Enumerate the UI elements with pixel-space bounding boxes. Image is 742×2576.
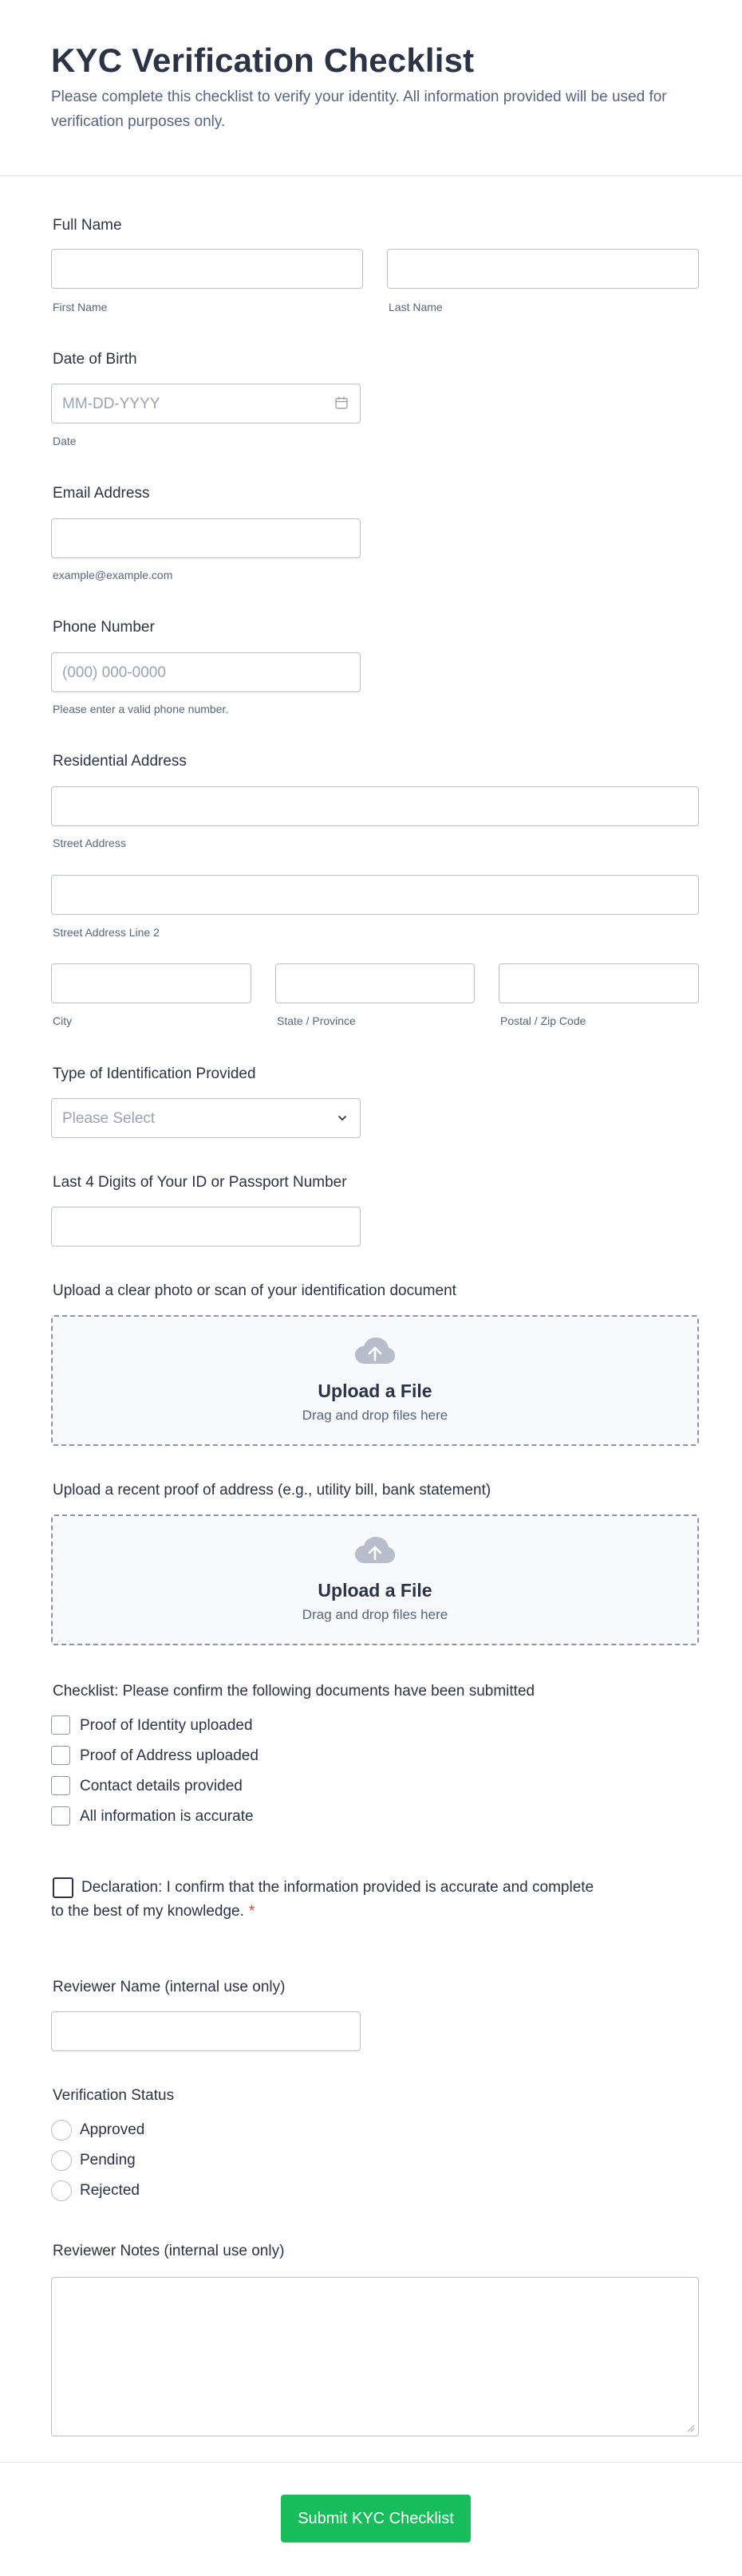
phone-input[interactable] [51,652,361,692]
dob-placeholder: MM-DD-YYYY [62,396,160,412]
street-address-line2-sublabel: Street Address Line 2 [53,926,160,939]
city-input[interactable] [51,963,251,1003]
dob-label: Date of Birth [53,351,137,368]
upload-id-dropzone[interactable] [51,1315,699,1446]
id-type-label: Type of Identification Provided [53,1065,256,1082]
street-address-sublabel: Street Address [53,837,126,849]
full-name-label: Full Name [53,217,122,234]
street-address-line2-input[interactable] [51,875,699,915]
cloud-upload-icon [354,1336,396,1366]
checklist-item-label: Contact details provided [80,1778,243,1794]
state-input[interactable] [275,963,475,1003]
page-subtitle: Please complete this checklist to verify your identity. All information provided will be used for verification purposes only. [51,89,667,130]
zip-sublabel: Postal / Zip Code [500,1014,586,1027]
cloud-upload-icon [354,1535,396,1566]
status-option-label: Approved [80,2121,145,2138]
email-label: Email Address [53,485,150,502]
checklist-checkbox-identity[interactable] [51,1715,70,1735]
zip-input[interactable] [499,963,699,1003]
reviewer-notes-textarea[interactable] [51,2277,699,2436]
calendar-icon[interactable] [334,396,349,410]
id-type-placeholder: Please Select [62,1110,156,1127]
status-radio-pending[interactable] [51,2150,72,2171]
checklist-item-label: All information is accurate [80,1808,254,1825]
first-name-input[interactable] [51,249,363,289]
page-title: KYC Verification Checklist [51,41,475,79]
status-radio-approved[interactable] [51,2120,72,2141]
address-label: Residential Address [53,753,187,770]
checklist-checkbox-accurate[interactable] [51,1806,70,1826]
upload-id-subtitle: Drag and drop files here [302,1408,448,1423]
form-header [0,0,742,176]
required-mark: * [248,1903,255,1920]
chevron-down-icon [334,1110,350,1126]
phone-placeholder: (000) 000-0000 [62,664,166,681]
submit-button[interactable]: Submit KYC Checklist [281,2495,471,2543]
phone-sublabel: Please enter a valid phone number. [53,703,229,715]
id-number-input[interactable] [51,1207,361,1247]
upload-address-label: Upload a recent proof of address (e.g., utility bill, bank statement) [53,1482,491,1499]
upload-address-dropzone[interactable] [51,1514,699,1645]
upload-address-subtitle: Drag and drop files here [302,1607,448,1622]
email-sublabel: example@example.com [53,569,173,581]
checklist-item-label: Proof of Identity uploaded [80,1717,253,1734]
last-name-sublabel: Last Name [389,301,443,313]
status-option-label: Rejected [80,2182,140,2199]
checklist-checkbox-address[interactable] [51,1746,70,1765]
upload-id-title: Upload a File [318,1381,432,1401]
status-radio-rejected[interactable] [51,2180,72,2201]
email-input[interactable] [51,518,361,558]
upload-address-title: Upload a File [318,1580,432,1601]
reviewer-name-input[interactable] [51,2011,361,2051]
declaration-text: Declaration: I confirm that the information provided is accurate and complete to the best of my knowledge. [51,1879,594,1920]
state-sublabel: State / Province [277,1014,356,1027]
first-name-sublabel: First Name [53,301,108,313]
last-name-input[interactable] [387,249,699,289]
reviewer-notes-label: Reviewer Notes (internal use only) [53,2243,285,2259]
id-type-select[interactable] [51,1098,361,1138]
checklist-item-label: Proof of Address uploaded [80,1747,259,1764]
city-sublabel: City [53,1014,73,1027]
form-footer [0,2462,742,2576]
checklist-label: Checklist: Please confirm the following documents have been submitted [53,1683,535,1700]
checklist-checkbox-contact[interactable] [51,1776,70,1795]
status-option-label: Pending [80,2152,136,2168]
dob-sublabel: Date [53,435,77,447]
id-number-label: Last 4 Digits of Your ID or Passport Number [53,1174,347,1191]
dob-input[interactable] [51,384,361,423]
resize-handle-icon[interactable] [687,2424,695,2432]
verification-status-label: Verification Status [53,2087,175,2104]
reviewer-name-label: Reviewer Name (internal use only) [53,1979,286,1995]
street-address-input[interactable] [51,786,699,826]
phone-label: Phone Number [53,619,155,636]
declaration-label [51,1876,602,1924]
upload-id-label: Upload a clear photo or scan of your identification document [53,1282,456,1299]
